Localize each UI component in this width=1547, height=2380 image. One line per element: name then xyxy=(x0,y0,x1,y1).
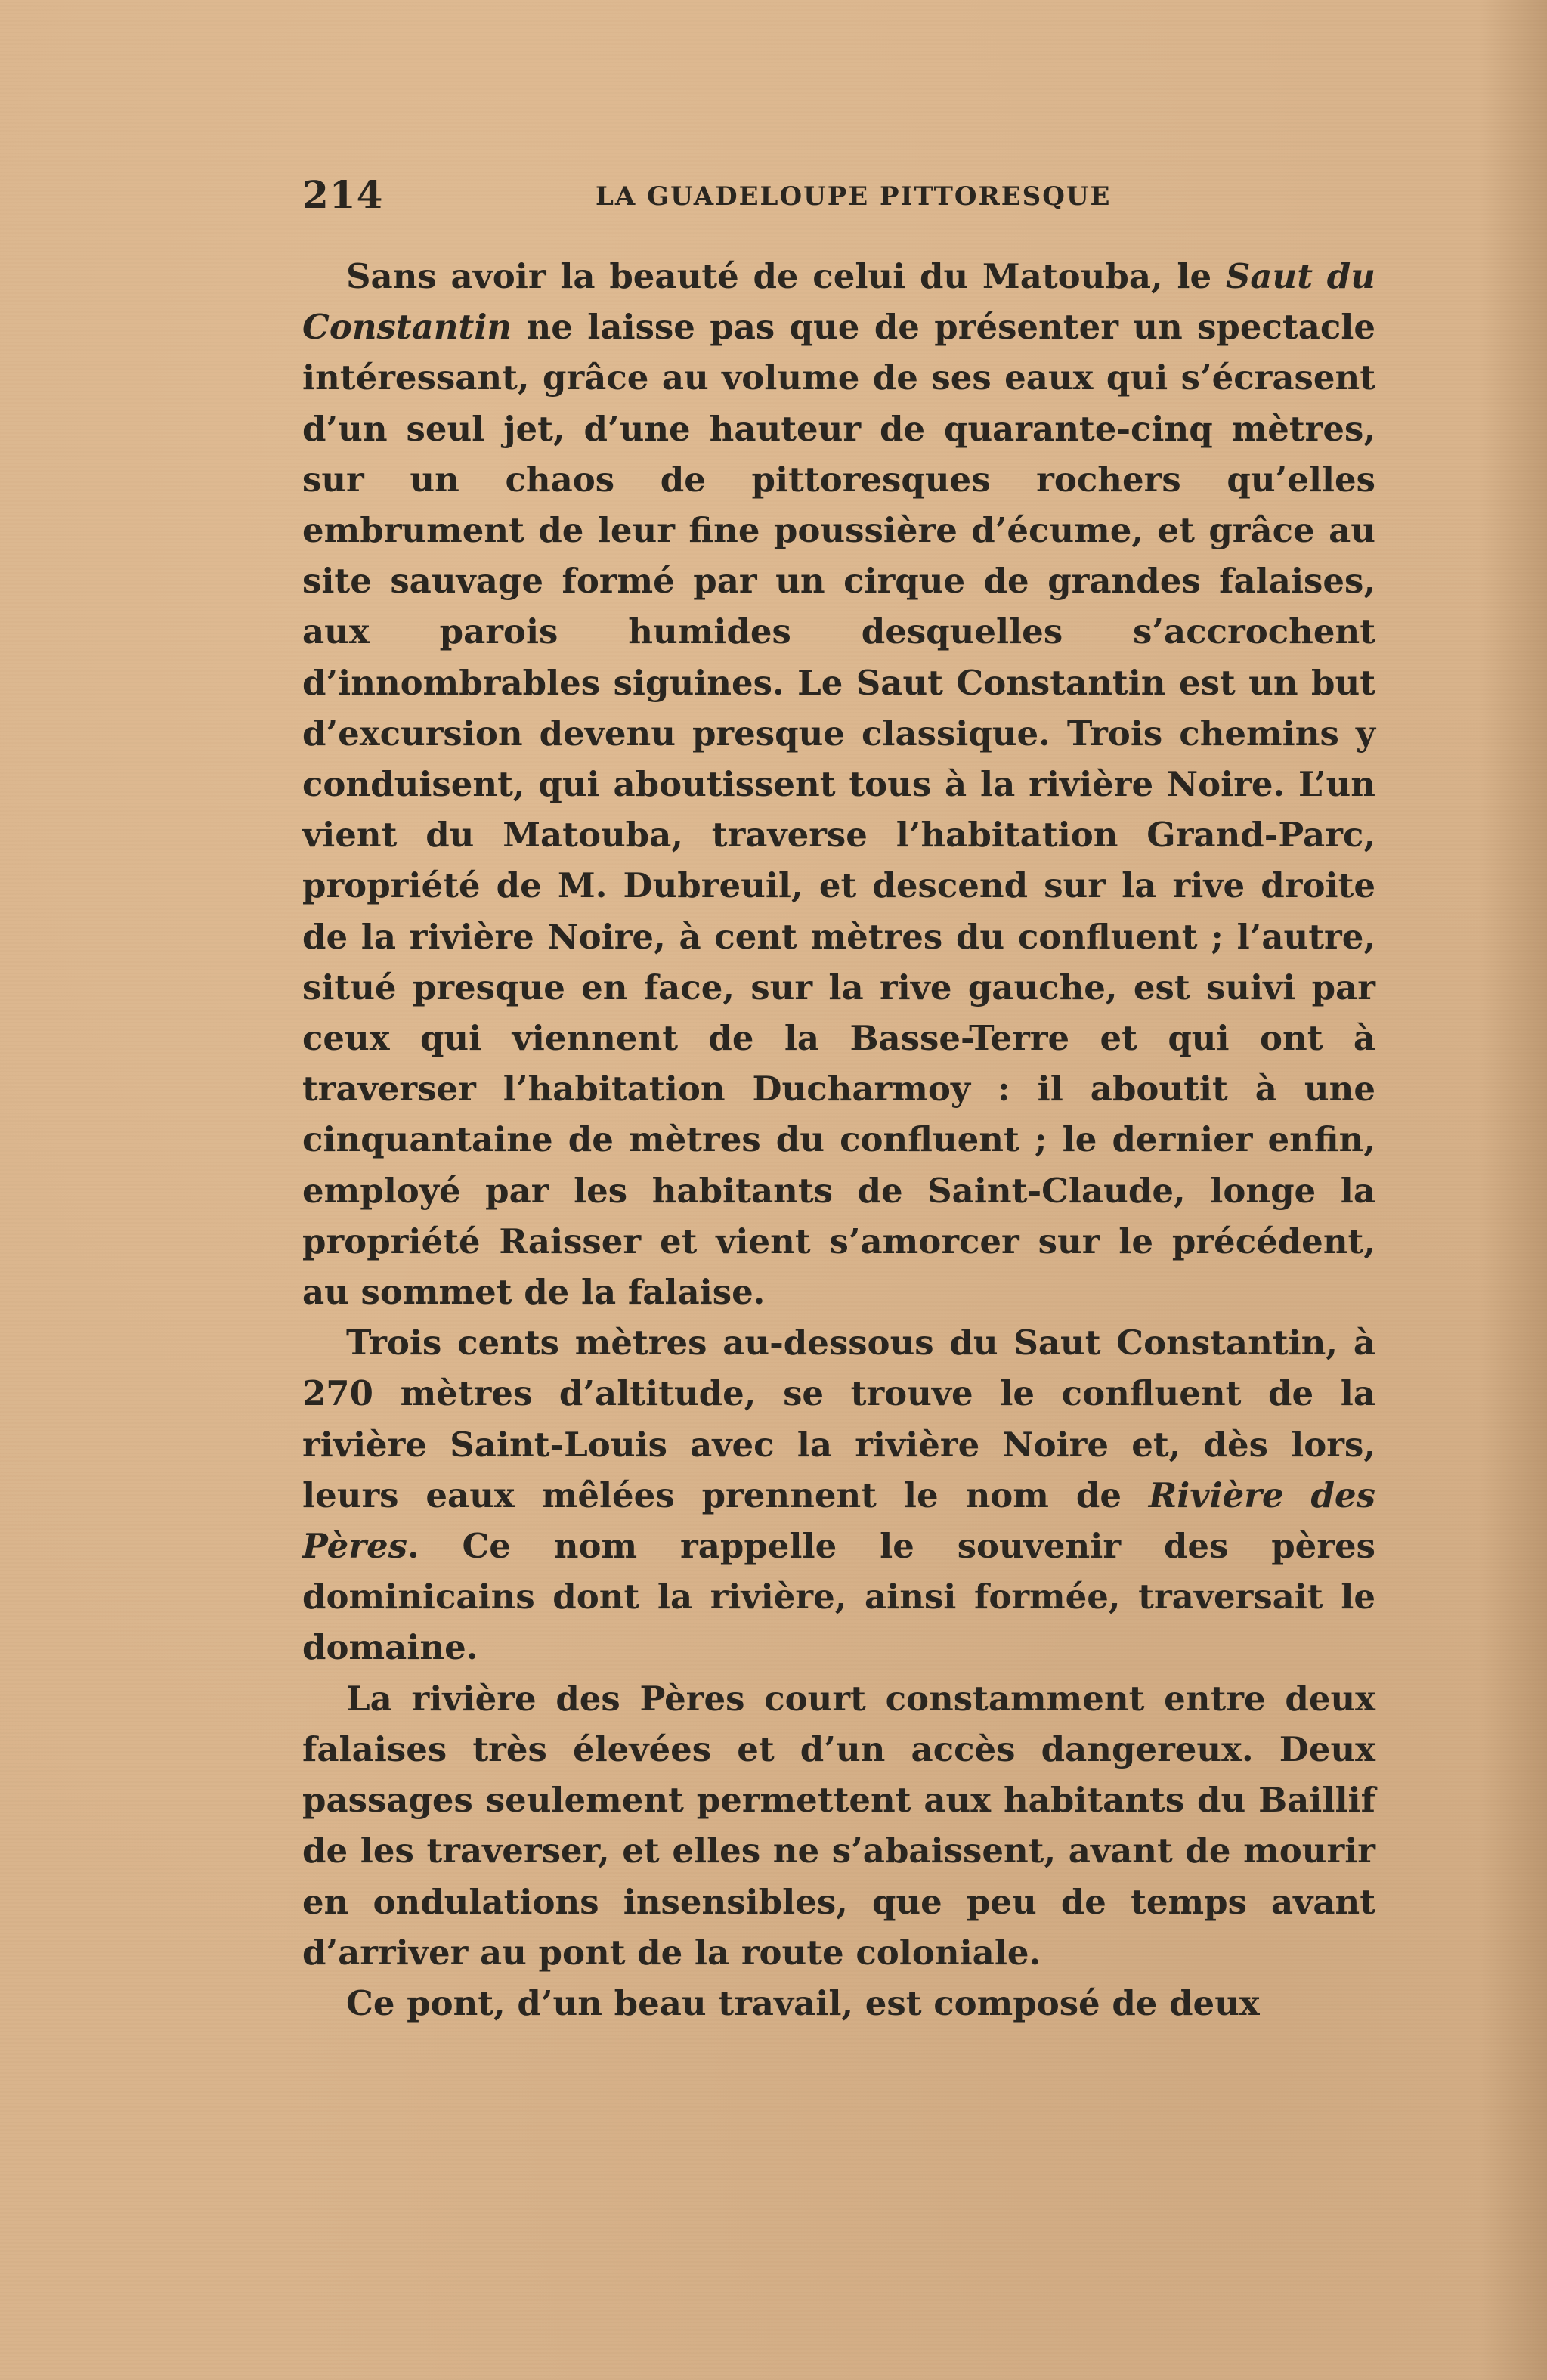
paragraph-3: La rivière des Pères court constamment entre deux falaises très élevées et d’un accès dangereux. Deux passages seulement permettent aux habitants du Baillif de les traverser, et elles ne s’abaissent, avant de mourir en ondulations insensibles, que peu de temps avant d’arriver au pont de la route coloniale. xyxy=(302,1678,1375,1973)
page-number: 214 xyxy=(302,172,384,217)
paragraph-2-text-b: . Ce nom rappelle le souvenir des pères dominicains dont la rivière, ainsi formée, traversait le domaine. xyxy=(302,1526,1375,1668)
paragraph-2 xyxy=(302,1317,1375,1673)
paragraph-1-text-a: Sans avoir la beauté de celui du Matouba, le xyxy=(346,256,1226,296)
body-text xyxy=(302,251,1375,2029)
paragraph-1 xyxy=(302,251,1375,1317)
running-title: LA GUADELOUPE PITTORESQUE xyxy=(596,181,1112,212)
paragraph-2-italic-place: Rivière des Pères xyxy=(302,1475,1375,1567)
paragraph-1-italic-place: Saut du Constantin xyxy=(302,256,1375,348)
page-edge-shadow xyxy=(1479,0,1547,2380)
paragraph-2-text-a: Trois cents mètres au-dessous du Saut Constantin, à 270 mètres d’altitude, se trouve le confluent de la rivière Saint-Louis avec la rivière Noire et, dès lors, leurs eaux mêlées prennent le nom de xyxy=(302,1323,1375,1515)
page-header xyxy=(302,172,1375,225)
paragraph-1-text-b: ne laisse pas que de présenter un spectacle intéressant, grâce au volume de ses eaux qui s’écrasent d’un seul jet, d’une hauteur de quarante-cinq mètres, sur un chaos de pittoresques rochers qu’elles embrument de leur fine poussière d’écume, et grâce au site sauvage formé par un cirque de grandes falaises, aux parois humides desquelles s’accrochent d’innombrables siguines. Le Saut Constantin est un but d’excursion devenu presque classique. Trois chemins y conduisent, qui aboutissent tous à la rivière Noire. L’un vient du Matouba, traverse l’habitation Grand-Parc, propriété de M. Dubreuil, et descend sur la rive droite de la rivière Noire, à cent mètres du confluent ; l’autre, situé presque en face, sur la rive gauche, est suivi par ceux qui viennent de la Basse-Terre et qui ont à traverser l’habitation Ducharmoy : il aboutit à une cinquantaine de mètres du confluent ; le dernier enfin, employé par les habitants de Saint-Claude, longe la propriété Raisser et vient s’amorcer sur le précédent, au sommet de la falaise. xyxy=(302,307,1375,1313)
paragraph-4: Ce pont, d’un beau travail, est composé de deux xyxy=(346,1982,1260,2023)
